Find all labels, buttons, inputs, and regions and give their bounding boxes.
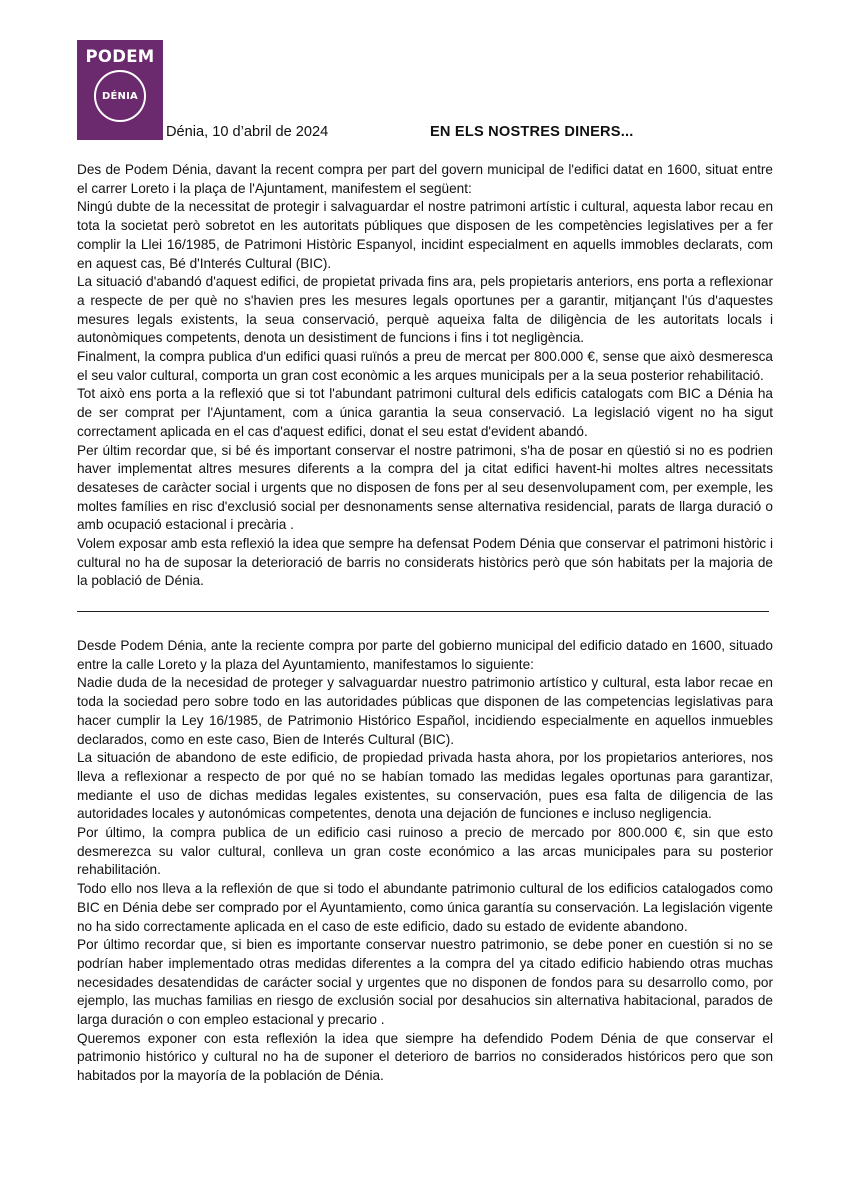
logo-line1: PODEM (85, 47, 155, 66)
paragraph: Ningú dubte de la necessitat de protegir i salvaguardar el nostre patrimoni artístic i cultural, aquesta labor recau en tota la societat però sobretot en les autoritats públiques que disposen de les competències legislatives per a fer complir la Llei 16/1985, de Patrimoni Històric Espanyol, incidint especialment en aquells immobles declarats, com en aquest cas, Bé d'Interés Cultural (BIC). (77, 199, 773, 271)
paragraph: Todo ello nos lleva a la reflexión de que si todo el abundante patrimonio cultural de los edificios catalogados como BIC en Dénia debe ser comprado por el Ayuntamiento, como única garantía su conservación. La legislación vigente no ha sido correctamente aplicada en el caso de este edificio, dado su estado de evidente abandono. (77, 881, 773, 934)
podem-denia-logo (77, 40, 163, 140)
dateline: Dénia, 10 d’abril de 2024 (166, 124, 329, 140)
paragraph: Des de Podem Dénia, davant la recent compra per part del govern municipal de l'edifici datat en 1600, situat entre el carrer Loreto i la plaça de l'Ajuntament, manifestem el següent: (77, 162, 773, 196)
paragraph: Desde Podem Dénia, ante la reciente compra por parte del gobierno municipal del edificio datado en 1600, situado entre la calle Loreto y la plaza del Ayuntamiento, manifestamos lo siguiente: (77, 638, 773, 672)
paragraph: La situación de abandono de este edificio, de propiedad privada hasta ahora, por los propietarios anteriores, nos lleva a reflexionar a respecto de por qué no se habían tomado las medidas legales oportunas para garantizar, mediante el uso de dichas medidas legales existentes, su conservación, pues esa falta de diligencia de las autoridades locales y autonómicas competentes, denota una dejación de funciones e incluso negligencia. (77, 750, 773, 822)
paragraph: Nadie duda de la necesidad de proteger y salvaguardar nuestro patrimonio artístico y cultural, esta labor recae en toda la sociedad pero sobre todo en las autoridades públicas que disponen de las competencias legislativas para hacer cumplir la Ley 16/1985, de Patrimonio Histórico Español, incidiendo especialmente en aquellos inmuebles declarados, como en este caso, Bien de Interés Cultural (BIC). (77, 675, 773, 747)
spanish-text (77, 637, 773, 1086)
paragraph: Por último, la compra publica de un edificio casi ruinoso a precio de mercado por 800.000 €, sin que esto desmerezca su valor cultural, conlleva un gran coste económico a las arcas municipales para su posterior rehabilitación. (77, 825, 773, 878)
paragraph: Volem exposar amb esta reflexió la idea que sempre ha defensat Podem Dénia que conservar el patrimoni històric i cultural no ha de suposar la deterioració de barris no considerats històrics però que són habitats per la majoria de la població de Dénia. (77, 536, 773, 589)
catalan-text (77, 161, 773, 591)
paragraph: Tot això ens porta a la reflexió que si tot l'abundant patrimoni cultural dels edificis catalogats com BIC a Dénia ha de ser comprat per l'Ajuntament, com a única garantia la seua conservació. La legislació vigent no ha sigut correctament aplicada en el cas d'aquest edifici, donat el seu estat d'evident abandó. (77, 386, 773, 439)
separator-line (77, 611, 769, 612)
paragraph: Per últim recordar que, si bé és important conservar el nostre patrimoni, s'ha de posar en qüestió si no es podrien haver implementat altres mesures diferents a la compra del ja citat edifici havent-hi moltes altres necessitats desateses de caràcter social i urgents que no disposen de fons per al seu desenvolupament com, per exemple, les moltes famílies en risc d'exclusió social per desnonaments sense alternativa residencial, parats de llarga duració o amb ocupació estacional i precària . (77, 442, 773, 533)
paragraph: Por último recordar que, si bien es importante conservar nuestro patrimonio, se debe poner en cuestión si no se podrían haber implementado otras medidas diferentes a la compra del ya citado edificio habiendo otras muchas necesidades desatendidas de carácter social y urgentes que no disponen de fondos para su desarrollo como, por ejemplo, las muchas familias en riesgo de exclusión social por desahucios sin alternativa habitacional, parados de larga duración o con empleo estacional y precario . (77, 937, 773, 1028)
paragraph: Finalment, la compra publica d'un edifici quasi ruïnós a preu de mercat per 800.000 €, sense que això desmeresca el seu valor cultural, comporta un gran cost econòmic a les arques municipals per a la seua posterior rehabilitació. (77, 349, 773, 383)
paragraph: La situació d'abandó d'aquest edifici, de propietat privada fins ara, pels propietaris anteriors, ens porta a reflexionar a respecte de per què no s'havien pres les mesures legals oportunes per a garantir, mitjançant l'ús d'aquestes mesures legals existents, la seua conservació, perquè aqueixa falta de diligència de les autoritats locals i autonòmiques competents, denota un desistiment de funcions i fins i tot negligència. (77, 274, 773, 346)
headline: EN ELS NOSTRES DINERS... (430, 124, 634, 140)
logo-ring (94, 70, 146, 122)
logo-line2: DÉNIA (102, 90, 138, 102)
paragraph: Queremos exponer con esta reflexión la idea que siempre ha defendido Podem Dénia de que conservar el patrimonio histórico y cultural no ha de suponer el deterioro de barrios no considerados históricos pero que son habitados por la mayoría de la población de Dénia. (77, 1030, 773, 1084)
